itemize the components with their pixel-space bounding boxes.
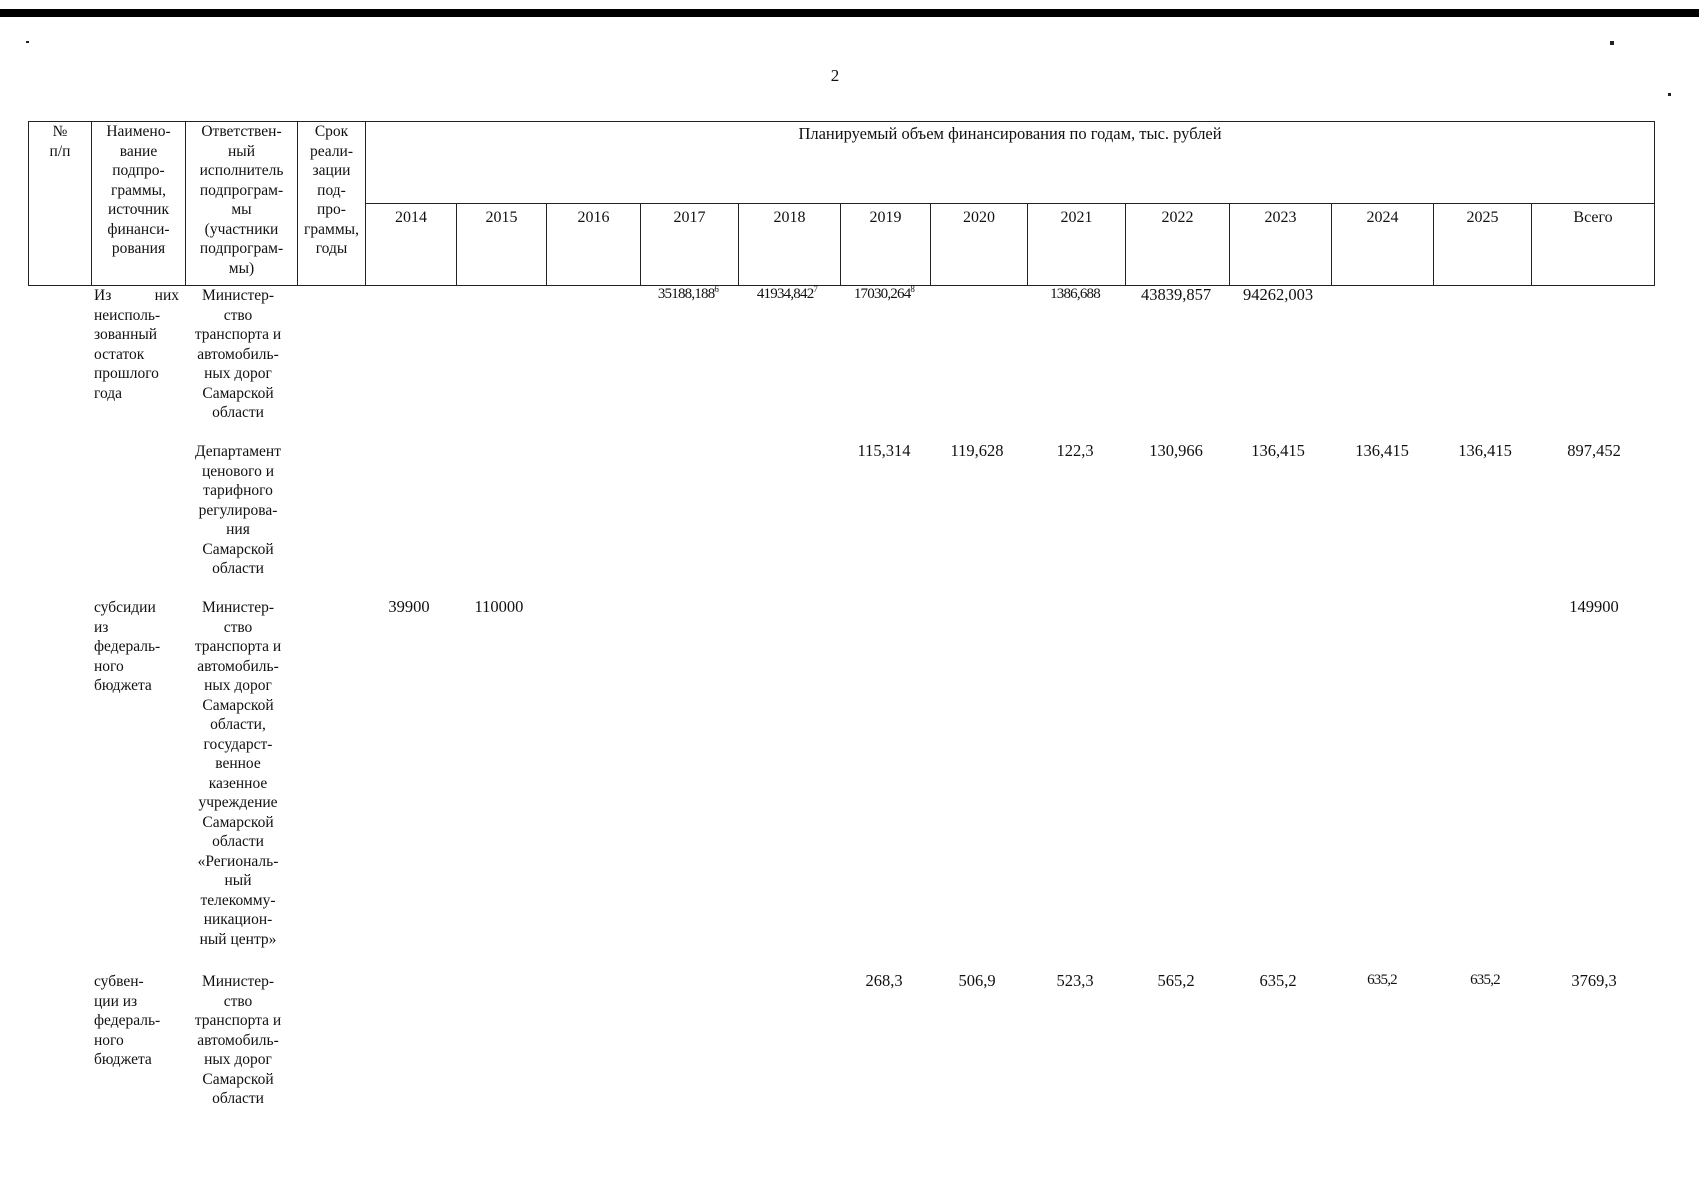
row-responsible-line: тарифного bbox=[203, 482, 273, 499]
value-2020: 119,628 bbox=[950, 441, 1004, 460]
value-total: 897,452 bbox=[1567, 441, 1621, 460]
row-responsible bbox=[183, 442, 293, 579]
row-responsible bbox=[183, 972, 293, 1109]
row-responsible bbox=[183, 286, 293, 423]
col-responsible-label-line: Ответствен- bbox=[201, 123, 282, 140]
year-header-2014: 2014 bbox=[366, 204, 457, 286]
row-source-line: Из них bbox=[94, 287, 179, 304]
row-responsible-line: казенное bbox=[208, 774, 268, 792]
financing-table-header bbox=[28, 121, 1655, 286]
row-responsible-line: ный bbox=[224, 872, 252, 889]
col-responsible-label-line: мы) bbox=[228, 259, 255, 277]
row-source-line: зованный bbox=[94, 326, 158, 343]
row-source bbox=[94, 972, 179, 1070]
row-responsible-line: регулирова- bbox=[198, 501, 278, 519]
footnote-marker: 8 bbox=[910, 284, 915, 294]
row-responsible-line: автомобиль- bbox=[197, 345, 279, 363]
row-source-line: бюджета bbox=[94, 677, 152, 694]
row-responsible-line: Самарской bbox=[202, 1070, 274, 1088]
col-number-header bbox=[29, 122, 92, 286]
row-source-line: федераль- bbox=[94, 638, 161, 655]
year-header-всего: Всего bbox=[1532, 204, 1655, 286]
year-header-2024: 2024 bbox=[1332, 204, 1434, 286]
year-header-2015: 2015 bbox=[457, 204, 547, 286]
row-source-line: года bbox=[94, 384, 123, 402]
row-responsible-line: учреждение bbox=[198, 794, 278, 811]
row-source bbox=[94, 286, 179, 403]
col-responsible-label-line: подпрограм- bbox=[199, 240, 284, 257]
value-2022: 43839,857 bbox=[1140, 285, 1212, 304]
col-name-label-line: граммы, bbox=[111, 181, 166, 199]
row-responsible-line: области, bbox=[210, 716, 266, 733]
value-total: 3769,3 bbox=[1571, 971, 1617, 990]
value-2015: 110000 bbox=[474, 597, 524, 616]
col-term-label-line: годы bbox=[315, 240, 348, 257]
row-responsible-line: области bbox=[212, 1090, 264, 1107]
row-source-line: остаток bbox=[94, 345, 145, 363]
col-name-label-line: финанси- bbox=[107, 220, 170, 238]
page-number: 2 bbox=[830, 66, 840, 85]
col-responsible-label-line: ный bbox=[227, 142, 255, 160]
value-2021: 122,3 bbox=[1056, 441, 1094, 460]
value-2020: 506,9 bbox=[958, 971, 996, 990]
col-term-label-line: под- bbox=[317, 181, 346, 199]
row-responsible-line: Самарской bbox=[202, 813, 274, 831]
row-source-line: ного bbox=[94, 657, 124, 675]
row-source bbox=[94, 598, 179, 696]
row-source-line: из bbox=[94, 618, 109, 636]
year-header-2021: 2021 bbox=[1028, 204, 1126, 286]
value-2021: 523,3 bbox=[1056, 971, 1094, 990]
year-header-2016: 2016 bbox=[547, 204, 641, 286]
value-2024: 635,2 bbox=[1367, 972, 1397, 988]
row-responsible-line: автомобиль- bbox=[197, 657, 279, 675]
row-responsible-line: никацион- bbox=[203, 911, 273, 928]
value-total: 149900 bbox=[1569, 597, 1619, 616]
col-responsible-label-line: подпрограм- bbox=[199, 181, 284, 199]
row-source-line: субвен- bbox=[94, 973, 144, 990]
col-term-label-line: граммы, bbox=[304, 220, 359, 238]
col-term-label-line: зации bbox=[312, 162, 351, 179]
row-responsible-line: государст- bbox=[203, 735, 273, 753]
value-2019: 17030,264$^8$ bbox=[853, 284, 915, 302]
row-source-line: ного bbox=[94, 1031, 124, 1049]
row-responsible-line: ценового и bbox=[201, 462, 275, 480]
row-responsible-line: области bbox=[212, 404, 264, 421]
financing-title: Планируемый объем финансирования по годам, тыс. рублей bbox=[366, 122, 1655, 204]
row-responsible-line: ных дорог bbox=[204, 365, 272, 382]
row-responsible-line: Министер- bbox=[201, 973, 275, 990]
col-responsible-label-line: мы bbox=[231, 201, 252, 218]
col-responsible-header bbox=[186, 122, 298, 286]
scan-top-border bbox=[0, 9, 1699, 17]
col-responsible-label-line: исполнитель bbox=[199, 162, 284, 179]
col-term-label-line: про- bbox=[317, 201, 346, 218]
col-number-label-line: п/п bbox=[49, 142, 71, 160]
year-header-2018: 2018 bbox=[739, 204, 841, 286]
year-header-2023: 2023 bbox=[1230, 204, 1332, 286]
footnote-marker: 6 bbox=[714, 284, 719, 294]
year-header-2017: 2017 bbox=[641, 204, 739, 286]
col-name-label-line: вание bbox=[119, 142, 158, 160]
row-responsible-line: ство bbox=[223, 618, 253, 636]
row-responsible-line: транспорта и bbox=[194, 326, 282, 343]
row-responsible-line: ство bbox=[223, 306, 253, 324]
row-responsible-line: транспорта и bbox=[194, 638, 282, 655]
row-responsible-line: автомобиль- bbox=[197, 1031, 279, 1049]
value-2019: 268,3 bbox=[865, 971, 903, 990]
col-number-label-line: № bbox=[52, 123, 68, 140]
row-responsible-line: области bbox=[212, 560, 264, 577]
value-2025: 635,2 bbox=[1470, 972, 1500, 988]
row-source-line: федераль- bbox=[94, 1012, 161, 1029]
row-responsible-line: Самарской bbox=[202, 696, 274, 714]
value-2018: 41934,842$^7$ bbox=[756, 284, 818, 302]
footnote-marker: 7 bbox=[813, 284, 818, 294]
value-2025: 136,415 bbox=[1458, 441, 1512, 460]
year-header-2020: 2020 bbox=[931, 204, 1028, 286]
row-responsible-line: Самарской bbox=[202, 384, 274, 402]
value-2022: 565,2 bbox=[1157, 971, 1195, 990]
value-2023: 136,415 bbox=[1251, 441, 1305, 460]
row-responsible-line: области bbox=[212, 833, 264, 850]
scan-speck bbox=[1668, 93, 1671, 96]
year-header-2025: 2025 bbox=[1434, 204, 1532, 286]
row-responsible-line: Самарской bbox=[202, 540, 274, 558]
value-2024: 136,415 bbox=[1355, 441, 1409, 460]
col-name-label-line: подпро- bbox=[112, 162, 165, 179]
scan-speck bbox=[26, 41, 29, 43]
col-name-header bbox=[92, 122, 186, 286]
row-responsible-line: транспорта и bbox=[194, 1012, 282, 1029]
row-responsible bbox=[183, 598, 293, 949]
row-source-line: прошлого bbox=[94, 365, 159, 382]
row-responsible-line: ство bbox=[223, 992, 253, 1010]
value-2021: 1386,688 bbox=[1050, 286, 1100, 302]
row-source-line: субсидии bbox=[94, 599, 156, 616]
value-2023: 635,2 bbox=[1259, 971, 1297, 990]
col-name-label-line: Наимено- bbox=[106, 123, 171, 140]
year-header-2019: 2019 bbox=[841, 204, 931, 286]
row-responsible-line: ния bbox=[226, 521, 250, 538]
row-responsible-line: телекомму- bbox=[200, 891, 276, 909]
row-responsible-line: ных дорог bbox=[204, 1051, 272, 1068]
col-term-label-line: Срок bbox=[314, 123, 349, 140]
value-2023: 94262,003 bbox=[1242, 285, 1314, 304]
value-2022: 130,966 bbox=[1149, 441, 1203, 460]
col-name-label-line: рования bbox=[111, 240, 166, 257]
row-responsible-line: ный центр» bbox=[199, 930, 277, 948]
row-source-line: неисполь- bbox=[94, 306, 161, 324]
scan-speck bbox=[1610, 41, 1614, 45]
col-term-label-line: реали- bbox=[309, 142, 354, 160]
year-header-2022: 2022 bbox=[1126, 204, 1230, 286]
row-source-line: бюджета bbox=[94, 1051, 152, 1068]
col-name-label-line: источник bbox=[107, 201, 169, 218]
row-responsible-line: Департамент bbox=[195, 443, 281, 460]
row-responsible-line: ных дорог bbox=[204, 677, 272, 694]
col-responsible-label-line: (участники bbox=[204, 220, 279, 238]
value-2014: 39900 bbox=[388, 597, 430, 616]
col-term-header bbox=[298, 122, 366, 286]
row-source-line: ции из bbox=[94, 992, 138, 1010]
row-responsible-line: венное bbox=[215, 755, 261, 772]
value-2019: 115,314 bbox=[857, 441, 911, 460]
value-2017: 35188,188$^6$ bbox=[657, 284, 719, 302]
row-responsible-line: Министер- bbox=[201, 599, 275, 616]
row-responsible-line: Министер- bbox=[201, 287, 275, 304]
row-responsible-line: «Региональ- bbox=[197, 852, 279, 870]
